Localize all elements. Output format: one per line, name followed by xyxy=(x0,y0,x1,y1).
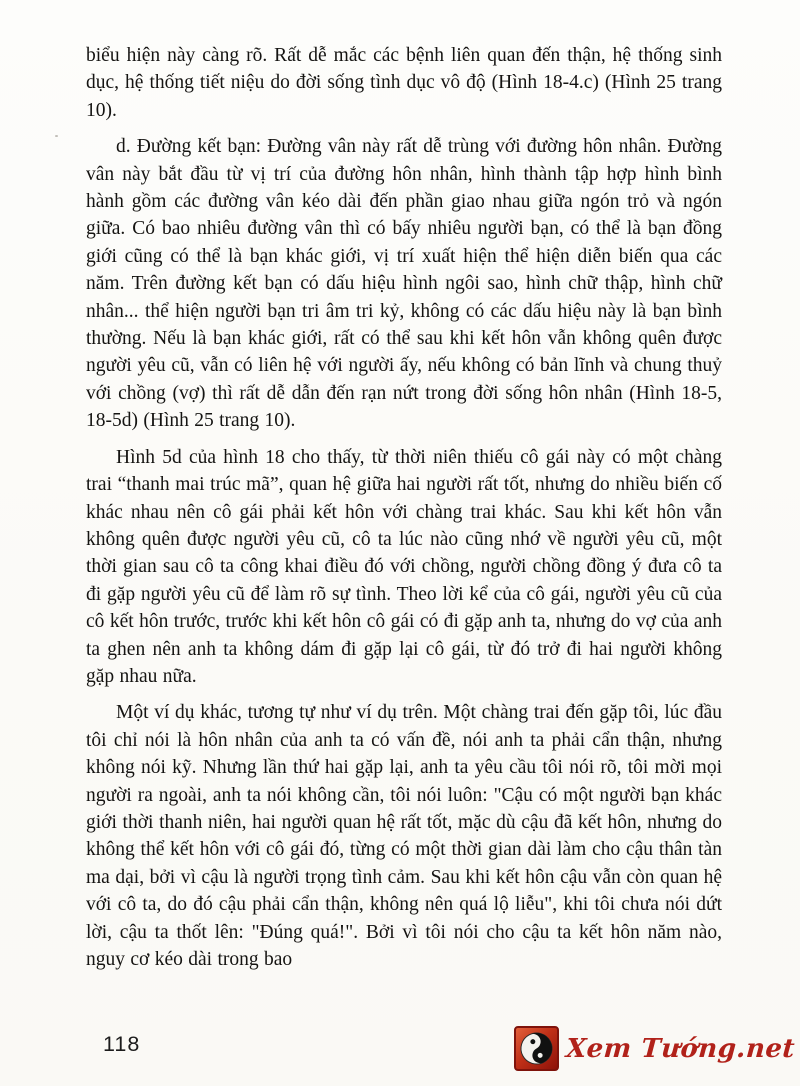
yin-yang-icon xyxy=(514,1026,559,1071)
page-footer xyxy=(0,1024,800,1086)
scan-artifact xyxy=(55,135,58,137)
body-text xyxy=(86,42,722,982)
watermark xyxy=(514,1026,795,1071)
paragraph: Hình 5d của hình 18 cho thấy, từ thời niên thiếu cô gái này có một chàng trai “thanh mai trúc mã”, quan hệ giữa hai người rất tốt, nhưng do nhiều biến cố khác nhau nên cô gái phải kết hôn với chàng trai khác. Sau khi kết hôn vẫn không quên được người yêu cũ, cô ta lúc nào cũng nhớ về người yêu cũ, một thời gian sau cô ta công khai điều đó với chồng, người chồng đồng ý đưa cô ta đi gặp người yêu cũ để làm rõ sự tình. Theo lời kể của cô gái, người yêu cũ của cô kết hôn trước, trước khi kết hôn cô gái có đi gặp anh ta, nhưng do vợ của anh ta ghen nên anh ta không dám đi gặp lại cô gái, từ đó trở đi hai người không gặp nhau nữa. xyxy=(86,446,722,687)
watermark-site-name: Xem Tướng.net xyxy=(564,1033,797,1064)
paragraph: Một ví dụ khác, tương tự như ví dụ trên. Một chàng trai đến gặp tôi, lúc đầu tôi chỉ nói là hôn nhân của anh ta có vấn đề, nói anh ta phải cẩn thận, nhưng không nói kỹ. Nhưng lần thứ hai gặp lại, anh ta yêu cầu tôi nói rõ, tôi mời mọi người ra ngoài, anh ta nói không cần, tôi nói luôn: "Cậu có một người bạn khác giới thời thanh niên, hai người quan hệ rất tốt, mặc dù cậu đã kết hôn, nhưng do không thể kết hôn với cô gái đó, từng có một thời gian dài làm cho cậu thân tàn ma dại, bởi vì cậu là người trọng tình cảm. Sau khi kết hôn cậu vẫn còn quan hệ với cô ta, do đó cậu phải cẩn thận, không nên quá lộ liễu", khi tôi chưa nói dứt lời, cậu ta thốt lên: "Đúng quá!". Bởi vì tôi nói cho cậu ta kết hôn năm nào, nguy cơ kéo dài trong bao xyxy=(86,702,722,970)
page-number: 118 xyxy=(103,1032,141,1056)
paragraph: d. Đường kết bạn: Đường vân này rất dễ trùng với đường hôn nhân. Đường vân này bắt đầu từ vị trí của đường hôn nhân, hình thành tập hợp hình bình hành gồm các đường vân kéo dài đến phần giao nhau giữa ngón trỏ và ngón giữa. Có bao nhiêu đường vân thì có bấy nhiêu người bạn, có thể là bạn đồng giới cũng có thể là bạn khác giới, vị trí xuất hiện thể hiện diễn biến qua các năm. Trên đường kết bạn có dấu hiệu hình ngôi sao, hình chữ thập, hình chữ nhân... thể hiện người bạn tri âm tri kỷ, không có các dấu hiệu này là bạn bình thường. Nếu là bạn khác giới, rất có thể sau khi kết hôn vẫn không quên được người yêu cũ, vẫn có liên hệ với người ấy, nếu không có bản lĩnh và chung thuỷ với chồng (vợ) thì rất dễ dẫn đến rạn nứt trong đời sống hôn nhân (Hình 18-5, 18-5d) (Hình 25 trang 10). xyxy=(86,136,722,432)
paragraph: biểu hiện này càng rõ. Rất dễ mắc các bệnh liên quan đến thận, hệ thống sinh dục, hệ thống tiết niệu do đời sống tình dục vô độ (Hình 18-4.c) (Hình 25 trang 10). xyxy=(86,45,722,121)
